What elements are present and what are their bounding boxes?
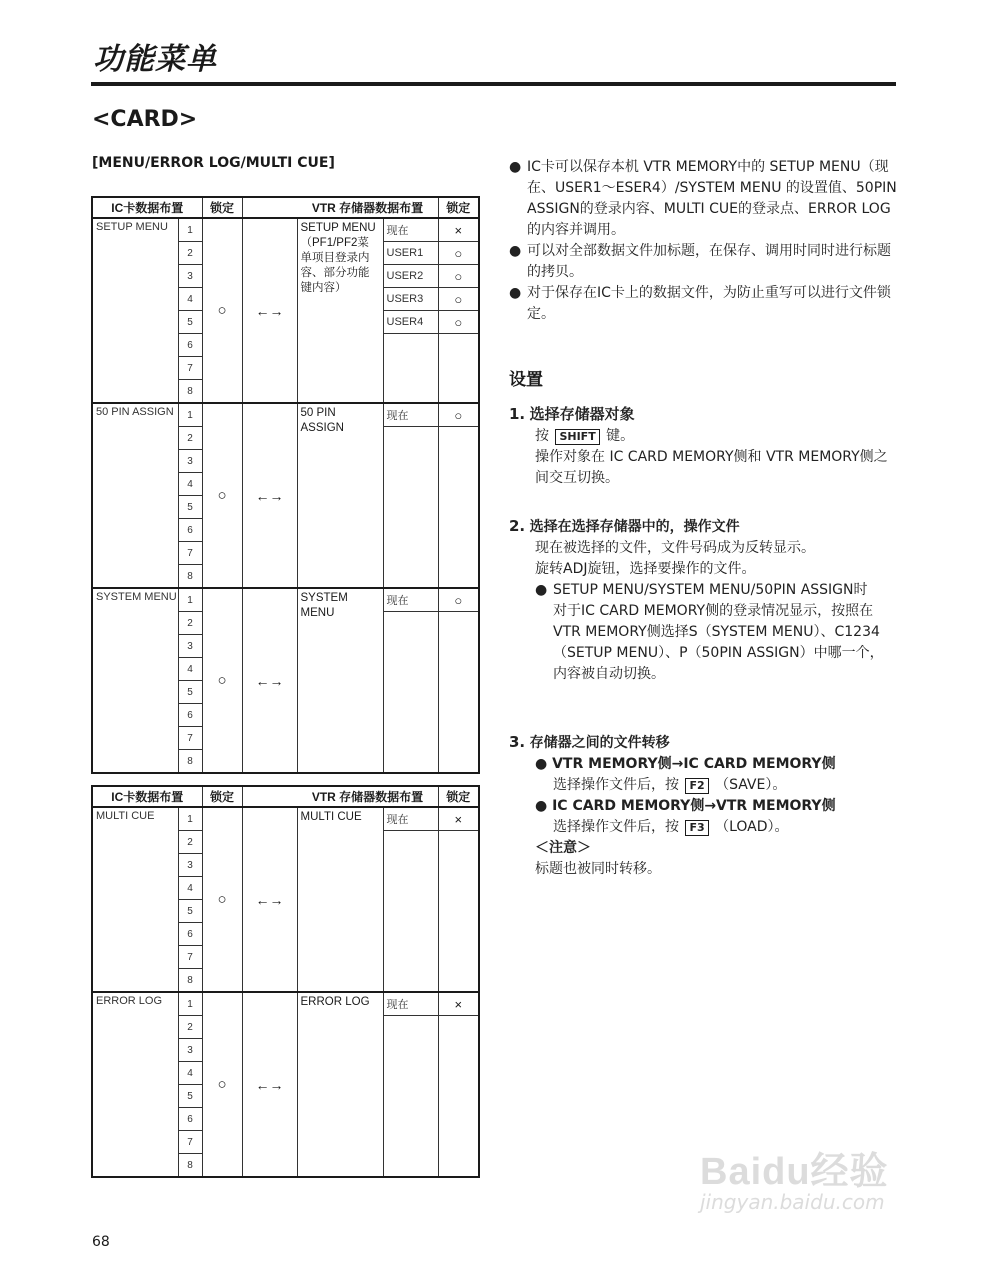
lock-circle: ○ [202,992,242,1177]
file-name: USER3 [383,288,438,311]
file-name: USER1 [383,242,438,265]
lock-circle: ○ [202,588,242,773]
setup-heading: 设置 [509,370,543,390]
step-3-sub-2-text [535,817,897,838]
file-empty [383,427,438,589]
card-data-table-1 [91,196,480,774]
text: IC CARD MEMORY侧→VTR MEMORY侧 [552,798,836,814]
transfer-arrow-icon: ←→ [242,403,297,588]
step-number: 1. [509,405,526,423]
title-rule [91,82,896,86]
row-number: 8 [178,969,202,993]
step-1-heading [509,404,897,426]
row-number: 7 [178,542,202,565]
step-1 [509,404,897,489]
header-blank [242,197,297,218]
text: 选择操作文件后，按 [553,819,679,835]
step-2-heading [509,516,897,538]
row-number: 8 [178,750,202,774]
row-number: 3 [178,450,202,473]
step-3-heading [509,732,897,754]
row-number: 5 [178,496,202,519]
list-item [509,283,897,325]
row-number: 1 [178,992,202,1016]
intro-bullets [509,157,897,325]
transfer-arrow-icon: ←→ [242,992,297,1177]
watermark-logo: Baidu经验 [700,1151,889,1193]
page-number: 68 [92,1234,110,1250]
text: （LOAD）。 [715,819,789,835]
step-2-line-1: 现在被选择的文件，文件号码成为反转显示。 [535,540,815,556]
step-1-line-2: 操作对象在 IC CARD MEMORY侧和 VTR MEMORY侧之间交互切换。 [535,449,888,486]
row-number: 1 [178,588,202,612]
multi-cue-name: MULTI CUE [92,807,178,992]
header-lock-2: 锁定 [438,786,479,807]
file-empty [383,334,438,404]
file-name: 现在 [383,992,438,1016]
header-lock-2: 锁定 [438,197,479,218]
file-empty [383,612,438,774]
file-lock: ○ [438,311,479,334]
table-row [92,992,479,1016]
file-lock: ○ [438,588,479,612]
step-number: 2. [509,517,526,535]
file-lock: ○ [438,265,479,288]
pin-assign-name: 50 PIN ASSIGN [92,403,178,588]
bullet-icon: ● [509,285,522,301]
watermark-url: jingyan.baidu.com [700,1190,885,1214]
file-lock-empty [438,427,479,589]
table-row [92,807,479,831]
pin-assign-desc: 50 PIN ASSIGN [297,403,383,588]
row-number: 2 [178,1016,202,1039]
row-number: 6 [178,519,202,542]
setup-menu-name: SETUP MENU [92,218,178,403]
transfer-arrow-icon: ←→ [242,807,297,992]
header-ic-layout: IC卡数据布置 [92,197,202,218]
step-1-body [509,426,897,489]
table-row [92,588,479,612]
text: VTR MEMORY侧→IC CARD MEMORY侧 [552,756,836,772]
table-row [92,403,479,427]
bullet-icon: ● [509,243,522,259]
file-name: USER2 [383,265,438,288]
lock-circle: ○ [202,403,242,588]
row-number: 3 [178,854,202,877]
row-number: 4 [178,658,202,681]
step-2 [509,516,897,685]
file-name: 现在 [383,218,438,242]
step-3-sub-1-text [535,775,897,796]
row-number: 6 [178,1108,202,1131]
step-title: 选择在选择存储器中的，操作文件 [529,519,740,535]
bullet-icon: ● [535,756,548,772]
file-empty [383,1016,438,1178]
header-vtr-layout: VTR 存储器数据布置 [297,197,438,218]
file-lock-empty [438,1016,479,1178]
row-number: 4 [178,877,202,900]
row-number: 5 [178,311,202,334]
step-2-line-2: 旋转ADJ旋钮，选择要操作的文件。 [535,561,756,577]
table-header-row [92,197,479,218]
text: 选择操作文件后，按 [553,777,679,793]
row-number: 2 [178,831,202,854]
setup-menu-desc: SETUP MENU（PF1/PF2菜单项目登录内容、部分功能键内容） [297,218,383,403]
header-vtr-layout: VTR 存储器数据布置 [297,786,438,807]
file-lock-empty [438,334,479,404]
file-lock: × [438,218,479,242]
bullet-icon: ● [535,798,548,814]
file-lock: ○ [438,288,479,311]
lock-circle: ○ [202,807,242,992]
f2-key: F2 [685,778,708,794]
bullet-icon: ● [509,159,522,175]
note-text: 标题也被同时转移。 [535,861,661,877]
row-number: 8 [178,565,202,589]
row-number: 2 [178,427,202,450]
file-name: 现在 [383,807,438,831]
row-number: 6 [178,704,202,727]
lock-circle: ○ [202,218,242,403]
row-number: 5 [178,900,202,923]
step-3 [509,732,897,880]
file-name: USER4 [383,311,438,334]
row-number: 8 [178,1154,202,1178]
error-log-name: ERROR LOG [92,992,178,1177]
row-number: 5 [178,681,202,704]
row-number: 5 [178,1085,202,1108]
shift-key: SHIFT [555,429,599,445]
text: （SAVE）。 [715,777,787,793]
step-2-bullet-text: 对于IC CARD MEMORY侧的登录情况显示，按照在VTR MEMORY侧选择S（SYSTEM MENU）、C1234（SETUP MENU）、P（50PIN ASSIGN）中哪一个，内容被自动切换。 [553,603,884,682]
row-number: 1 [178,807,202,831]
row-number: 3 [178,265,202,288]
step-title: 存储器之间的文件转移 [529,735,670,751]
system-menu-name: SYSTEM MENU [92,588,178,773]
row-number: 7 [178,1131,202,1154]
bullet-text: 可以对全部数据文件加标题，在保存、调用时同时进行标题的拷贝。 [527,243,891,280]
row-number: 1 [178,218,202,242]
list-item [509,157,897,241]
file-empty [383,831,438,993]
transfer-arrow-icon: ←→ [242,588,297,773]
bullet-text: 对于保存在IC卡上的数据文件，为防止重写可以进行文件锁定。 [527,285,891,322]
step-2-bullet-title: SETUP MENU/SYSTEM MENU/50PIN ASSIGN时 [553,582,868,598]
bullet-icon: ● [535,582,548,598]
header-lock: 锁定 [202,197,242,218]
text: 按 [535,428,549,444]
file-lock: ○ [438,242,479,265]
section-title: <CARD> [92,107,198,132]
header-lock: 锁定 [202,786,242,807]
row-number: 7 [178,357,202,380]
step-3-sub-1-title [535,754,897,775]
file-lock: × [438,992,479,1016]
row-number: 7 [178,727,202,750]
step-3-sub-2-title [535,796,897,817]
step-number: 3. [509,733,526,751]
file-lock-empty [438,831,479,993]
row-number: 4 [178,1062,202,1085]
row-number: 8 [178,380,202,404]
row-number: 7 [178,946,202,969]
row-number: 2 [178,242,202,265]
text: 键。 [606,428,635,444]
file-lock-empty [438,612,479,774]
note-title: ＜注意＞ [535,840,591,856]
header-ic-layout: IC卡数据布置 [92,786,202,807]
step-1-line-1 [535,426,897,447]
file-name: 现在 [383,403,438,427]
step-3-body [509,754,897,880]
row-number: 4 [178,288,202,311]
system-menu-desc: SYSTEM MENU [297,588,383,773]
f3-key: F3 [685,820,708,836]
row-number: 2 [178,612,202,635]
row-number: 4 [178,473,202,496]
bullet-text: IC卡可以保存本机 VTR MEMORY中的 SETUP MENU（现在、USER1～ESER4）/SYSTEM MENU 的设置值、50PIN ASSIGN的登录内容、MULTI CUE的登录点、ERROR LOG的内容并调用。 [527,159,897,238]
file-lock: ○ [438,403,479,427]
file-lock: × [438,807,479,831]
row-number: 6 [178,334,202,357]
page-title: 功能菜单 [93,42,217,77]
error-log-desc: ERROR LOG [297,992,383,1177]
row-number: 6 [178,923,202,946]
transfer-arrow-icon: ←→ [242,218,297,403]
multi-cue-desc: MULTI CUE [297,807,383,992]
row-number: 3 [178,1039,202,1062]
table-row [92,218,479,242]
row-number: 3 [178,635,202,658]
table-header-row [92,786,479,807]
card-data-table-2 [91,785,480,1178]
sub-title: [MENU/ERROR LOG/MULTI CUE] [92,155,335,171]
header-blank [242,786,297,807]
step-2-body [509,538,897,685]
list-item [509,241,897,283]
file-name: 现在 [383,588,438,612]
row-number: 1 [178,403,202,427]
step-title: 选择存储器对象 [529,405,635,423]
step-2-bullet [535,580,897,685]
